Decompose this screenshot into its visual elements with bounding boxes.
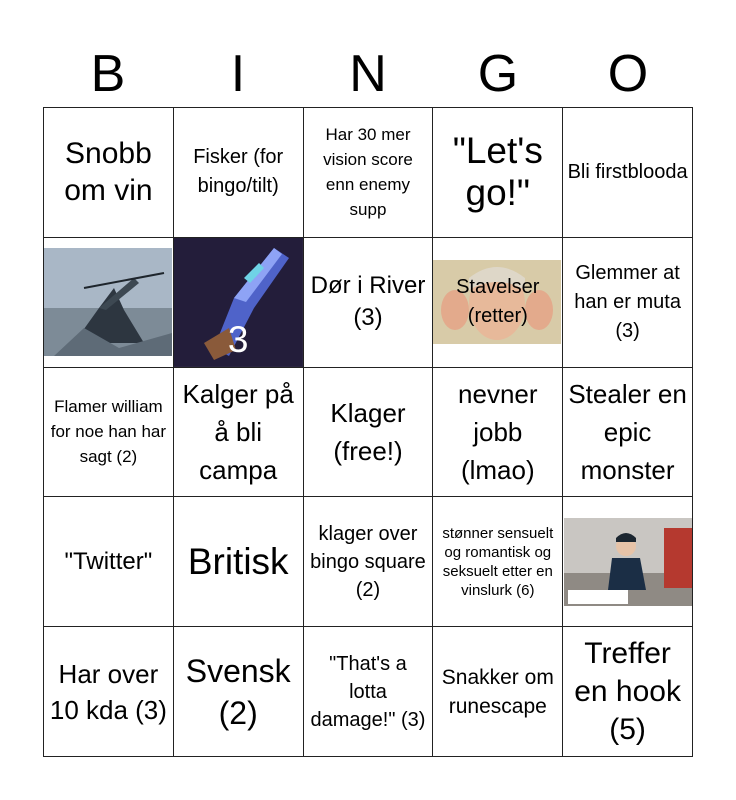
bingo-square[interactable]: [433, 108, 563, 238]
square-text: Stavelser (retter): [456, 276, 540, 328]
bingo-square[interactable]: [563, 238, 693, 368]
bingo-square[interactable]: [44, 627, 174, 757]
square-text: 3: [227, 318, 249, 360]
bingo-square[interactable]: [304, 627, 434, 757]
square-text: klager over bingo square (2): [310, 522, 426, 601]
square-text: "Twitter": [64, 548, 153, 576]
square-text: "That's a lotta damage!" (3): [310, 652, 426, 731]
bingo-square[interactable]: [174, 108, 304, 238]
bingo-square[interactable]: [433, 627, 563, 757]
square-text: Snakker om runescape: [441, 665, 554, 718]
square-text: Stealer en epic monster: [568, 378, 687, 485]
square-text: Kalger på å bli campa: [182, 378, 294, 485]
header-letter-b: B: [90, 45, 126, 103]
ship-scene-image: [44, 248, 172, 356]
bingo-square[interactable]: [563, 627, 693, 757]
square-text: Britisk: [187, 540, 289, 582]
bingo-square[interactable]: [563, 108, 693, 238]
square-text: Bli firstblooda: [567, 160, 688, 183]
square-text: nevner jobb (lmao): [458, 378, 538, 485]
bingo-square[interactable]: [304, 368, 434, 498]
bingo-square[interactable]: [563, 368, 693, 498]
header-letter-n: N: [349, 45, 387, 103]
bingo-square[interactable]: [174, 497, 304, 627]
bingo-square[interactable]: [304, 108, 434, 238]
child-sitting-outdoors-photo: [564, 518, 692, 606]
bingo-square[interactable]: [304, 238, 434, 368]
square-text: stønner sensuelt og romantisk og seksuelt etter en vinslurk (6): [442, 524, 554, 599]
bingo-square[interactable]: [433, 497, 563, 627]
bingo-square[interactable]: [433, 368, 563, 498]
square-text: Glemmer at han er muta (3): [574, 261, 681, 342]
square-text: Flamer william for noe han har sagt (2): [50, 397, 167, 467]
bingo-square[interactable]: [433, 238, 563, 368]
bingo-square[interactable]: [174, 368, 304, 498]
bingo-square[interactable]: [44, 497, 174, 627]
header-letter-g: G: [477, 45, 519, 103]
bingo-square[interactable]: [44, 238, 174, 368]
square-text: Svensk (2): [185, 652, 291, 731]
bingo-square[interactable]: [44, 108, 174, 238]
bingo-square[interactable]: [304, 497, 434, 627]
header-letter-o: O: [607, 45, 649, 103]
square-text: Snobb om vin: [64, 137, 153, 208]
bingo-header: [43, 44, 693, 104]
bingo-grid: [43, 107, 693, 757]
square-text: Har 30 mer vision score enn enemy supp: [323, 125, 413, 220]
square-text: "Let's go!": [452, 130, 543, 214]
bingo-square[interactable]: [174, 238, 304, 368]
bingo-square[interactable]: [563, 497, 693, 627]
square-text: Dør i River (3): [310, 272, 426, 332]
bingo-square[interactable]: [44, 368, 174, 498]
square-text: Har over 10 kda (3): [49, 658, 167, 725]
header-letter-i: I: [230, 45, 246, 103]
square-text: Fisker (for bingo/tilt): [193, 146, 284, 198]
square-text: Treffer en hook (5): [574, 636, 681, 746]
square-text: Klager (free!): [330, 397, 406, 466]
bingo-square[interactable]: [174, 627, 304, 757]
